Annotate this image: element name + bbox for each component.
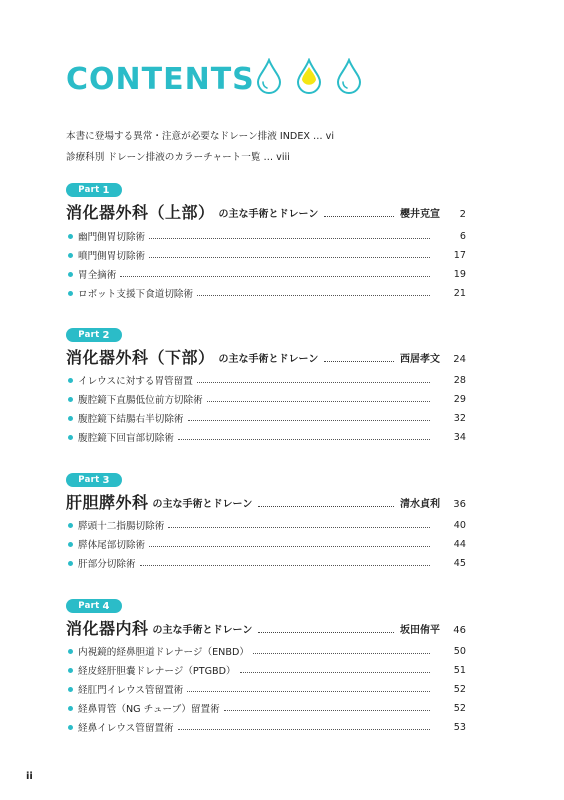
chapter-subtitle: の主な手術とドレーン xyxy=(152,625,253,636)
part-badge-number: 1 xyxy=(102,184,110,196)
drop-icon-outline-1 xyxy=(256,58,282,94)
drop-icon-outline-2 xyxy=(336,58,362,94)
item-label: 経皮経肝胆嚢ドレナージ（PTGBD） xyxy=(78,666,236,677)
chapter-subtitle: の主な手術とドレーン xyxy=(152,499,253,510)
chapter-author: 西居孝文 xyxy=(400,354,440,365)
leader-dots xyxy=(149,238,430,239)
part-badge-number: 4 xyxy=(102,600,110,612)
chapter-title: 消化器内科 xyxy=(66,619,149,638)
item-page: 53 xyxy=(453,721,466,733)
item-page: 45 xyxy=(453,557,466,569)
leader-dots xyxy=(324,216,394,217)
item-label: 噴門側胃切除術 xyxy=(78,251,146,262)
bullet-icon xyxy=(68,706,73,711)
part-badge-1 xyxy=(66,183,122,197)
chapter-author: 坂田侑平 xyxy=(400,625,440,636)
list-item[interactable] xyxy=(66,644,466,658)
item-page: 29 xyxy=(453,393,466,405)
item-label: 胃全摘術 xyxy=(78,270,117,281)
bullet-icon xyxy=(68,397,73,402)
bullet-icon xyxy=(68,253,73,258)
bullet-icon xyxy=(68,523,73,528)
item-page: 21 xyxy=(453,287,466,299)
list-item[interactable] xyxy=(66,248,466,262)
part-badge-4 xyxy=(66,599,122,613)
item-label: ロボット支援下食道切除術 xyxy=(78,289,194,300)
item-page: 52 xyxy=(453,702,466,714)
leader-dots xyxy=(197,295,430,296)
list-item[interactable] xyxy=(66,537,466,551)
page-title: CONTENTS xyxy=(66,62,255,97)
page-title-wrap xyxy=(66,60,255,100)
chapter-title: 消化器外科（上部） xyxy=(66,203,215,222)
bullet-icon xyxy=(68,649,73,654)
drop-icon-yellow xyxy=(296,58,322,94)
leader-dots xyxy=(258,632,394,633)
item-label: 腹腔鏡下直腸低位前方切除術 xyxy=(78,395,203,406)
item-label: 肝部分切除術 xyxy=(78,559,136,570)
footer-page-number: ii xyxy=(26,771,33,782)
intro-line-index: 本書に登場する異常・注意が必要なドレーン排液 INDEX … vi xyxy=(66,131,334,142)
list-item[interactable] xyxy=(66,720,466,734)
leader-dots xyxy=(178,439,430,440)
item-page: 52 xyxy=(453,683,466,695)
item-label: 経鼻イレウス管留置術 xyxy=(78,723,174,734)
leader-dots xyxy=(224,710,430,711)
chapter-row-2[interactable] xyxy=(66,344,466,366)
item-page: 51 xyxy=(453,664,466,676)
leader-dots xyxy=(253,653,430,654)
chapter-page: 36 xyxy=(453,499,466,510)
chapter-title: 消化器外科（下部） xyxy=(66,348,215,367)
bullet-icon xyxy=(68,561,73,566)
leader-dots xyxy=(197,382,430,383)
list-item[interactable] xyxy=(66,430,466,444)
list-item[interactable] xyxy=(66,682,466,696)
item-page: 34 xyxy=(453,431,466,443)
part-badge-number: 3 xyxy=(102,474,110,486)
leader-dots xyxy=(324,361,394,362)
leader-dots xyxy=(240,672,430,673)
item-label: 腹腔鏡下結腸右半切除術 xyxy=(78,414,184,425)
list-item[interactable] xyxy=(66,663,466,677)
list-item[interactable] xyxy=(66,411,466,425)
bullet-icon xyxy=(68,687,73,692)
chapter-author: 櫻井克宣 xyxy=(400,209,440,220)
item-label: イレウスに対する胃管留置 xyxy=(78,376,193,387)
leader-dots xyxy=(168,527,430,528)
item-label: 膵体尾部切除術 xyxy=(78,540,146,551)
item-page: 44 xyxy=(453,538,466,550)
bullet-icon xyxy=(68,435,73,440)
item-label: 幽門側胃切除術 xyxy=(78,232,146,243)
chapter-row-4[interactable] xyxy=(66,615,466,637)
list-item[interactable] xyxy=(66,701,466,715)
chapter-subtitle: の主な手術とドレーン xyxy=(218,209,319,220)
part-badge-3 xyxy=(66,473,122,487)
leader-dots xyxy=(140,565,430,566)
part-badge-2 xyxy=(66,328,122,342)
leader-dots xyxy=(120,276,430,277)
chapter-page: 2 xyxy=(459,209,466,220)
item-label: 経鼻胃管（NG チューブ）留置術 xyxy=(78,704,220,715)
list-item[interactable] xyxy=(66,392,466,406)
part-badge-label: Part xyxy=(78,601,100,611)
item-label: 腹腔鏡下回盲部切除術 xyxy=(78,433,174,444)
bullet-icon xyxy=(68,291,73,296)
leader-dots xyxy=(258,506,394,507)
item-page: 40 xyxy=(453,519,466,531)
item-page: 28 xyxy=(453,374,466,386)
chapter-author: 清水貞利 xyxy=(400,499,440,510)
chapter-page: 24 xyxy=(453,354,466,365)
part-badge-label: Part xyxy=(78,185,100,195)
list-item[interactable] xyxy=(66,556,466,570)
leader-dots xyxy=(207,401,430,402)
leader-dots xyxy=(187,691,430,692)
chapter-row-3[interactable] xyxy=(66,489,466,511)
chapter-subtitle: の主な手術とドレーン xyxy=(218,354,319,365)
list-item[interactable] xyxy=(66,373,466,387)
chapter-page: 46 xyxy=(453,625,466,636)
bullet-icon xyxy=(68,668,73,673)
leader-dots xyxy=(188,420,430,421)
item-page: 6 xyxy=(459,230,466,242)
chapter-row-1[interactable] xyxy=(66,199,466,221)
list-item[interactable] xyxy=(66,267,466,281)
part-badge-label: Part xyxy=(78,330,100,340)
item-page: 17 xyxy=(453,249,466,261)
bullet-icon xyxy=(68,378,73,383)
list-item[interactable] xyxy=(66,518,466,532)
bullet-icon xyxy=(68,272,73,277)
part-badge-number: 2 xyxy=(102,329,110,341)
item-page: 19 xyxy=(453,268,466,280)
item-label: 経肛門イレウス管留置術 xyxy=(78,685,184,696)
bullet-icon xyxy=(68,725,73,730)
intro-line-color-chart: 診療科別 ドレーン排液のカラーチャート一覧 … viii xyxy=(66,152,290,163)
chapter-title: 肝胆膵外科 xyxy=(66,493,149,512)
leader-dots xyxy=(149,257,430,258)
item-label: 内視鏡的経鼻胆道ドレナージ（ENBD） xyxy=(78,647,249,658)
bullet-icon xyxy=(68,234,73,239)
item-page: 32 xyxy=(453,412,466,424)
leader-dots xyxy=(178,729,430,730)
bullet-icon xyxy=(68,542,73,547)
leader-dots xyxy=(149,546,430,547)
part-badge-label: Part xyxy=(78,475,100,485)
item-label: 膵頭十二指腸切除術 xyxy=(78,521,165,532)
list-item[interactable] xyxy=(66,229,466,243)
list-item[interactable] xyxy=(66,286,466,300)
bullet-icon xyxy=(68,416,73,421)
item-page: 50 xyxy=(453,645,466,657)
